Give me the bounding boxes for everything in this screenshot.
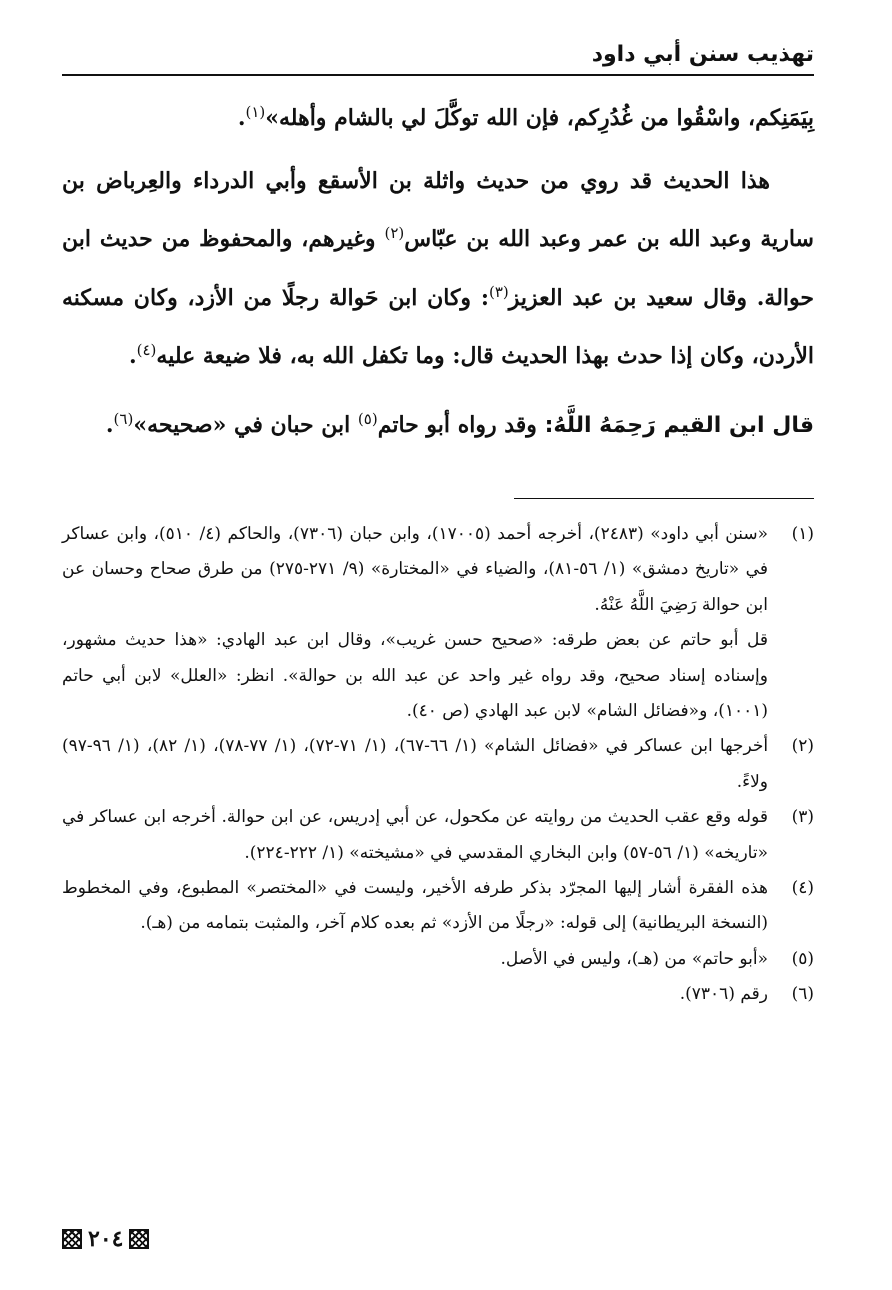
- header-title: تهذيب سنن أبي داود: [591, 42, 814, 67]
- square-ornament-icon: [62, 1229, 82, 1249]
- page-number: ٢٠٤: [88, 1226, 124, 1252]
- footnote-text: قل أبو حاتم عن بعض طرقه: «صحيح حسن غريب»، وقال ابن عبد الهادي: «هذا حديث مشهور، وإسناده إسناد صحيح، وقد رواه غير واحد عن عبد الله بن حوالة». انظر: «العلل» لابن أبي حاتم (١٠٠١)، و«فضائل الشام» لابن عبد الهادي (ص ٤٠).: [62, 630, 768, 722]
- footnote-item: [62, 871, 814, 942]
- square-ornament-icon: [129, 1229, 149, 1249]
- footnote-ref-3[interactable]: (٣): [488, 282, 509, 301]
- footnote-ref-4[interactable]: (٤): [136, 341, 157, 359]
- paragraph-3-text-a: وقد رواه أبو حاتم: [377, 411, 545, 438]
- paragraph-1-end: .: [237, 105, 246, 131]
- paragraph-3-text-b: ابن حبان في «صحيحه»: [133, 411, 358, 438]
- footnote-number: (٥): [791, 948, 814, 969]
- paragraph-2: [62, 155, 814, 383]
- footnote-number: (٦): [791, 984, 814, 1005]
- footnote-item: [62, 517, 814, 623]
- main-text: [62, 86, 814, 452]
- footnote-number: [768, 623, 814, 729]
- footnote-number: (١): [791, 524, 814, 544]
- footnote-number: (٣): [791, 807, 814, 828]
- paragraph-2-text-a: هذا الحديث قد روي من حديث واثلة بن الأسقع وأبي الدرداء والعِرباض بن سارية وعبد الله بن عمر وعبد الله بن عبّاس: [62, 167, 814, 252]
- footnote-text: «أبو حاتم» من (هـ)، وليس في الأصل.: [500, 948, 768, 969]
- footnote-text: قوله وقع عقب الحديث من روايته عن مكحول، عن أبي إدريس، عن ابن حوالة. أخرجه ابن عساكر في «تاريخه» (١/ ٥٦-٥٧) وابن البخاري المقدسي في «مشيخته» (١/ ٢٢٢-٢٢٤).: [62, 807, 768, 863]
- paragraph-2-end: .: [128, 343, 137, 369]
- footnote-item: [62, 942, 814, 977]
- footnote-item: [62, 977, 814, 1012]
- paragraph-3: [62, 393, 814, 453]
- footnotes-section: [62, 517, 814, 1013]
- footnote-ref-1[interactable]: (١): [245, 103, 266, 121]
- footnote-text: هذه الفقرة أشار إليها المجرّد بذكر طرفه الأخير، وليست في «المختصر» المطبوع، وفي المخطوط (النسخة البريطانية) إلى قوله: «رجلًا من الأزد» ثم بعده كلام آخر، والمثبت بتمامه من (هـ).: [62, 878, 768, 934]
- footnote-item: [62, 623, 814, 729]
- footnote-item: [62, 800, 814, 871]
- footnote-ref-6[interactable]: (٦): [113, 409, 134, 428]
- footnote-text: أخرجها ابن عساكر في «فضائل الشام» (١/ ٦٦-٦٧)، (١/ ٧١-٧٢)، (١/ ٧٧-٧٨)، (١/ ٨٢)، (١/ ٩٦-٩٧) ولاءً.: [62, 736, 769, 792]
- footnote-ref-2[interactable]: (٢): [384, 224, 405, 242]
- footnote-number: (٢): [791, 736, 814, 757]
- speaker-label: قال ابن القيم رَحِمَهُ اللَّهُ:: [544, 412, 814, 438]
- footnote-ref-5[interactable]: (٥): [357, 409, 378, 428]
- paragraph-1-text: بِيَمَنِكم، واسْقُوا من غُدُرِكم، فإن الله توكَّلَ لي بالشام وأهله»: [265, 105, 814, 131]
- footnote-divider: [514, 498, 814, 499]
- footnote-number: (٤): [791, 878, 814, 899]
- paragraph-3-end: .: [105, 411, 114, 438]
- footnote-text: «سنن أبي داود» (٢٤٨٣)، أخرجه أحمد (١٧٠٠٥)، وابن حبان (٧٣٠٦)، والحاكم (٤/ ٥١٠)، وابن عساكر في «تاريخ دمشق» (١/ ٥٦-٨١)، والضياء في «المختارة» (٩/ ٢٧١-٢٧٥) من طرق صحاح وحسان عن ابن حوالة رَضِيَ اللَّهُ عَنْهُ.: [62, 524, 769, 615]
- paragraph-2-text-b: وغيرهم، والمحفوظ من حديث ابن حوالة. وقال سعيد بن عبد العزيز: [62, 226, 815, 311]
- paragraph-2-text-c: : وكان ابن حَوالة رجلًا من الأزد، وكان مسكنه الأردن، وكان إذا حدث بهذا الحديث قال: وما تكفل الله به، فلا ضيعة عليه: [62, 284, 814, 369]
- running-header: [62, 40, 814, 76]
- footnote-item: [62, 729, 814, 800]
- footnote-text: رقم (٧٣٠٦).: [679, 984, 768, 1005]
- page-footer: [62, 1226, 149, 1252]
- paragraph-1: [62, 86, 814, 145]
